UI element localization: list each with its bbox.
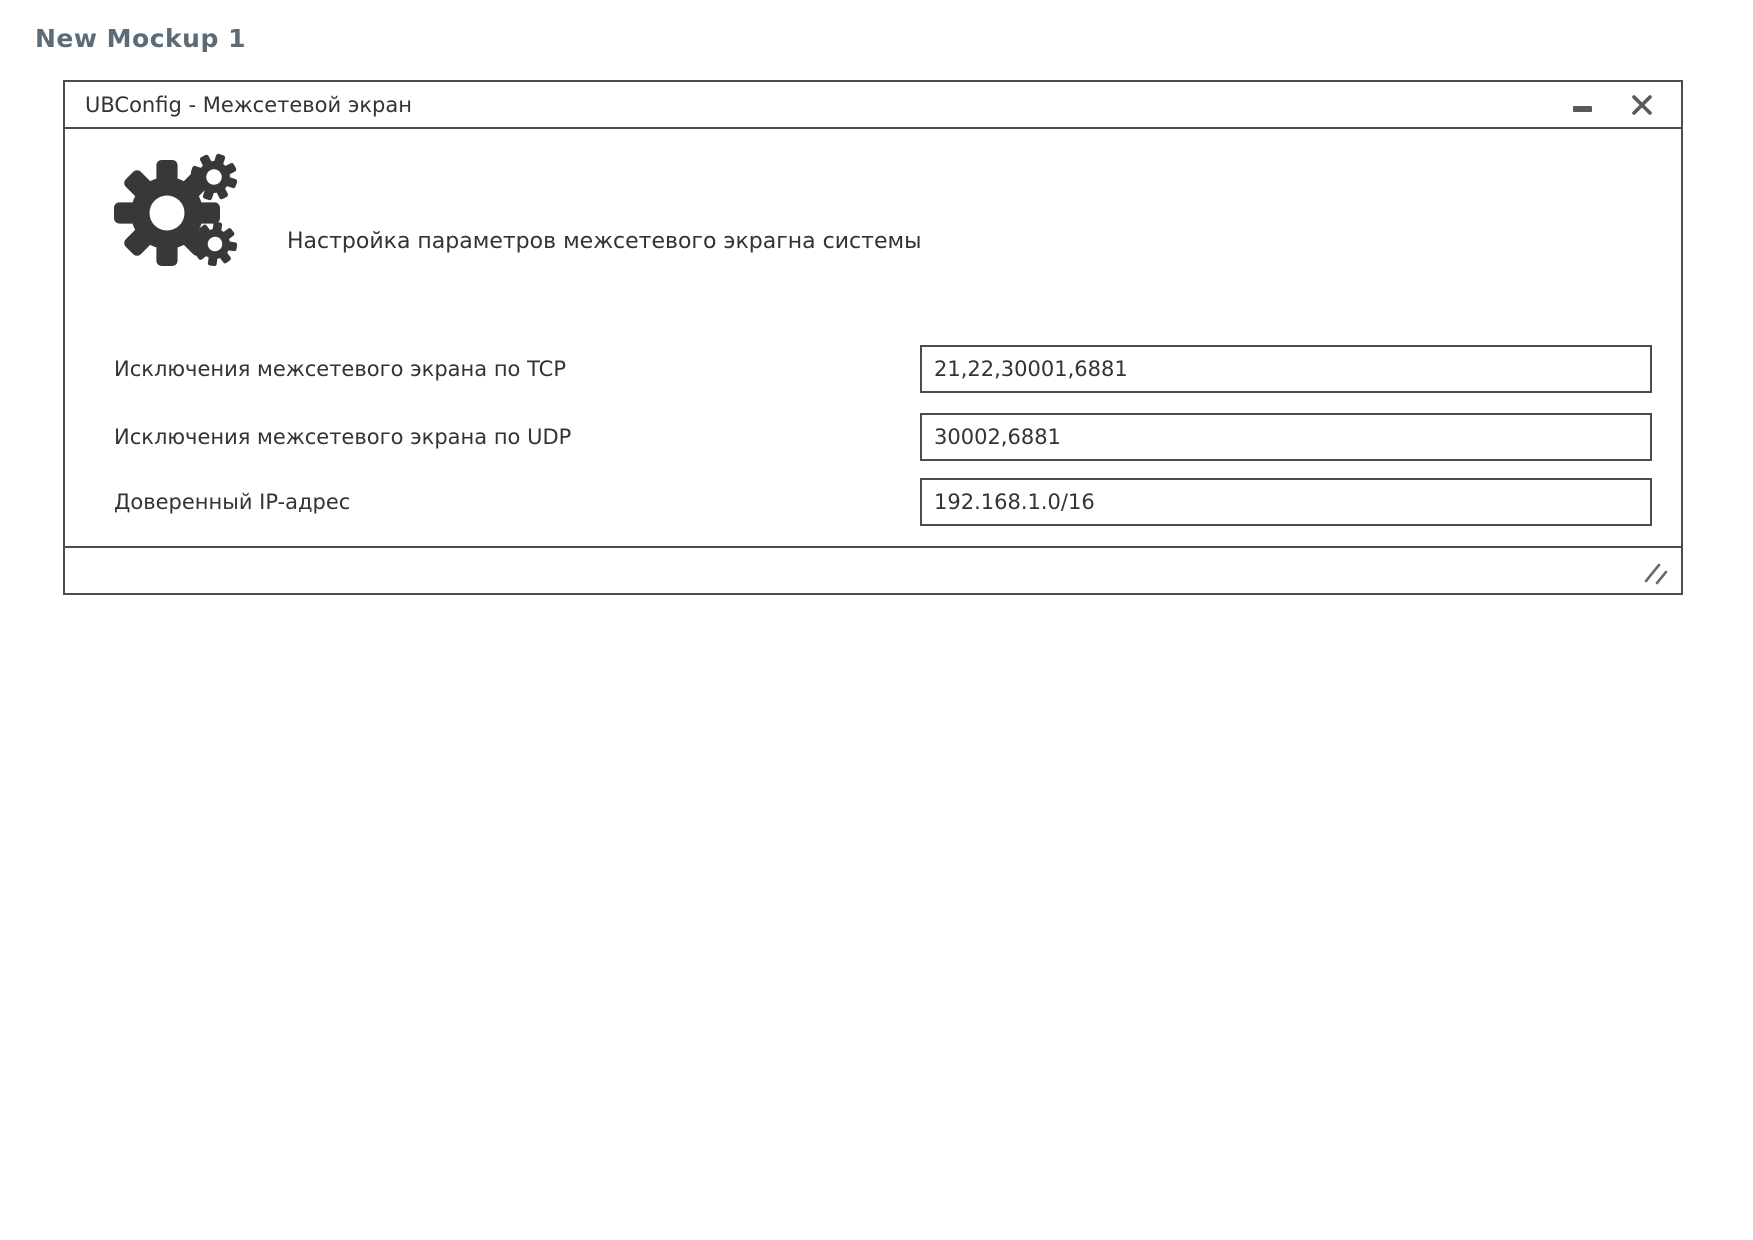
resize-grip-icon[interactable] [1643, 561, 1671, 587]
window-description: Настройка параметров межсетевого экрагна системы [287, 229, 922, 254]
status-bar [65, 546, 1681, 593]
page-title: New Mockup 1 [35, 24, 246, 53]
trusted-ip-label: Доверенный IP-адрес [114, 490, 351, 514]
ubconfig-window [63, 80, 1683, 595]
window-title: UBConfig - Межсетевой экран [85, 92, 412, 117]
udp-exceptions-input[interactable] [920, 413, 1652, 461]
tcp-exceptions-label: Исключения межсетевого экрана по TCP [114, 357, 566, 381]
tcp-exceptions-input[interactable] [920, 345, 1652, 393]
form-row-udp [114, 413, 1652, 461]
close-button[interactable] [1629, 92, 1655, 118]
form-row-trusted-ip [114, 478, 1652, 526]
minimize-icon [1573, 106, 1592, 112]
udp-exceptions-label: Исключения межсетевого экрана по UDP [114, 425, 572, 449]
close-icon [1630, 93, 1654, 117]
window-content [65, 129, 1681, 547]
window-controls [1569, 92, 1655, 118]
gears-icon [111, 151, 241, 266]
form-row-tcp [114, 345, 1652, 393]
minimize-button[interactable] [1569, 92, 1595, 118]
window-title-bar[interactable] [65, 82, 1681, 129]
trusted-ip-input[interactable] [920, 478, 1652, 526]
